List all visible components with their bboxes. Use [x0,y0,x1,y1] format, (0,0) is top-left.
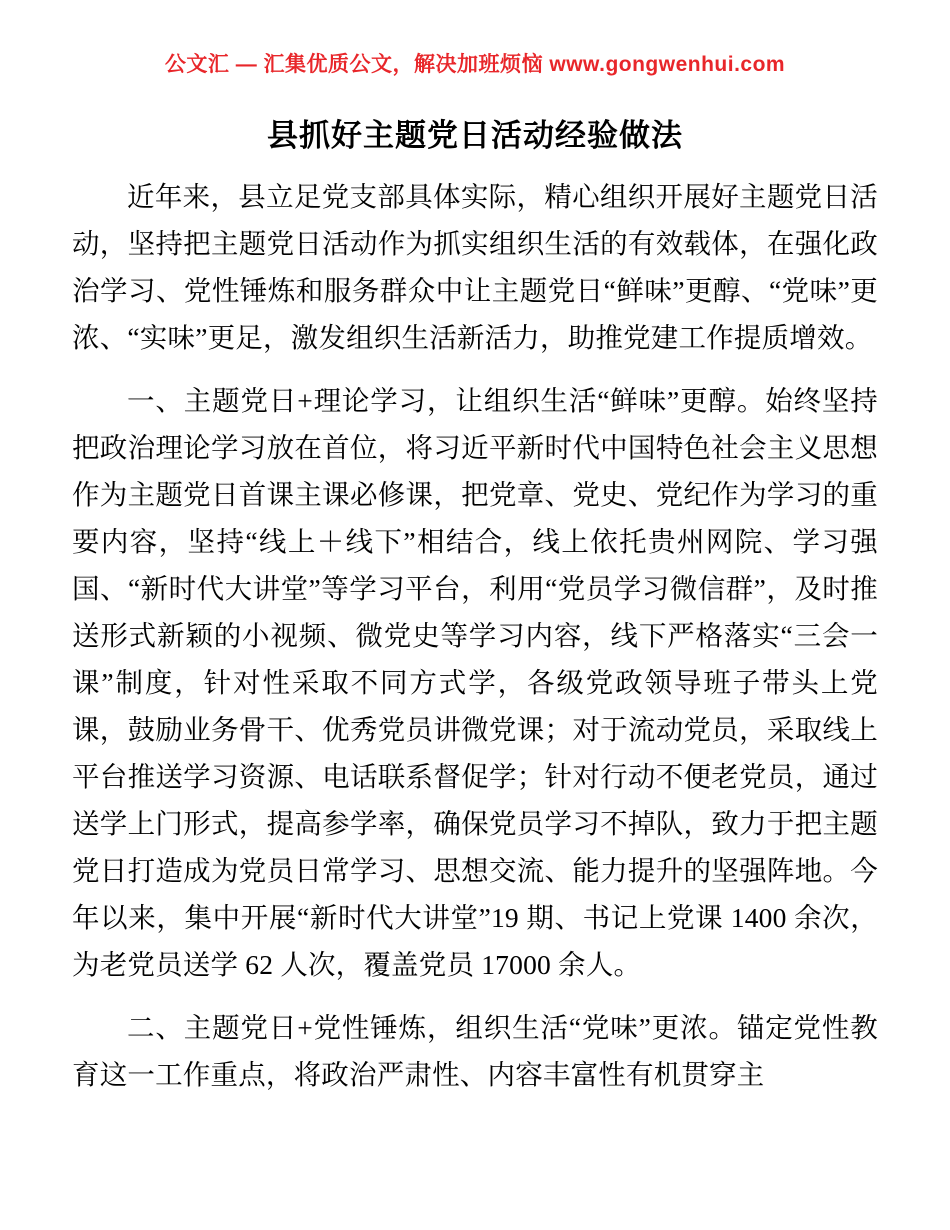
paragraph-spacer [72,367,878,377]
page-title: 县抓好主题党日活动经验做法 [267,118,683,153]
paragraph-intro: 近年来，县立足党支部具体实际，精心组织开展好主题党日活动，坚持把主题党日活动作为抓实组织生活的有效载体，在强化政治学习、党性锤炼和服务群众中让主题党日“鲜味”更醇、“党味”更浓、“实味”更足，激发组织生活新活力，助推党建工作提质增效。 [72,181,878,353]
watermark-brand: 公文汇 — 汇集优质公文，解决加班烦恼 [164,53,544,76]
paragraph-section-one: 一、主题党日+理论学习，让组织生活“鲜味”更醇。始终坚持把政治理论学习放在首位，将习近平新时代中国特色社会主义思想作为主题党日首课主课必修课，把党章、党史、党纪作为学习的重要内容，坚持“线上＋线下”相结合，线上依托贵州网院、学习强国、“新时代大讲堂”等学习平台，利用“党员学习微信群”，及时推送形式新颖的小视频、微党史等学习内容，线下严格落实“三会一课”制度，针对性采取不同方式学，各级党政领导班子带头上党课，鼓励业务骨干、优秀党员讲微党课；对于流动党员，采取线上平台推送学习资源、电话联系督促学；针对行动不便老党员，通过送学上门形式，提高参学率，确保党员学习不掉队，致力于把主题党日打造成为党员日常学习、思想交流、能力提升的坚强阵地。今年以来，集中开展“新时代大讲堂”19 期、书记上党课 1400 余次，为老党员送学 62 人次，覆盖党员 17000 余人。 [72,385,878,980]
watermark-site: www.gongwenhui.com [549,53,786,76]
paragraph-spacer [72,994,878,1004]
watermark-banner [72,0,878,84]
paragraph-section-two: 二、主题党日+党性锤炼，组织生活“党味”更浓。锚定党性教育这一工作重点，将政治严肃性、内容丰富性有机贯穿主 [72,1012,878,1090]
